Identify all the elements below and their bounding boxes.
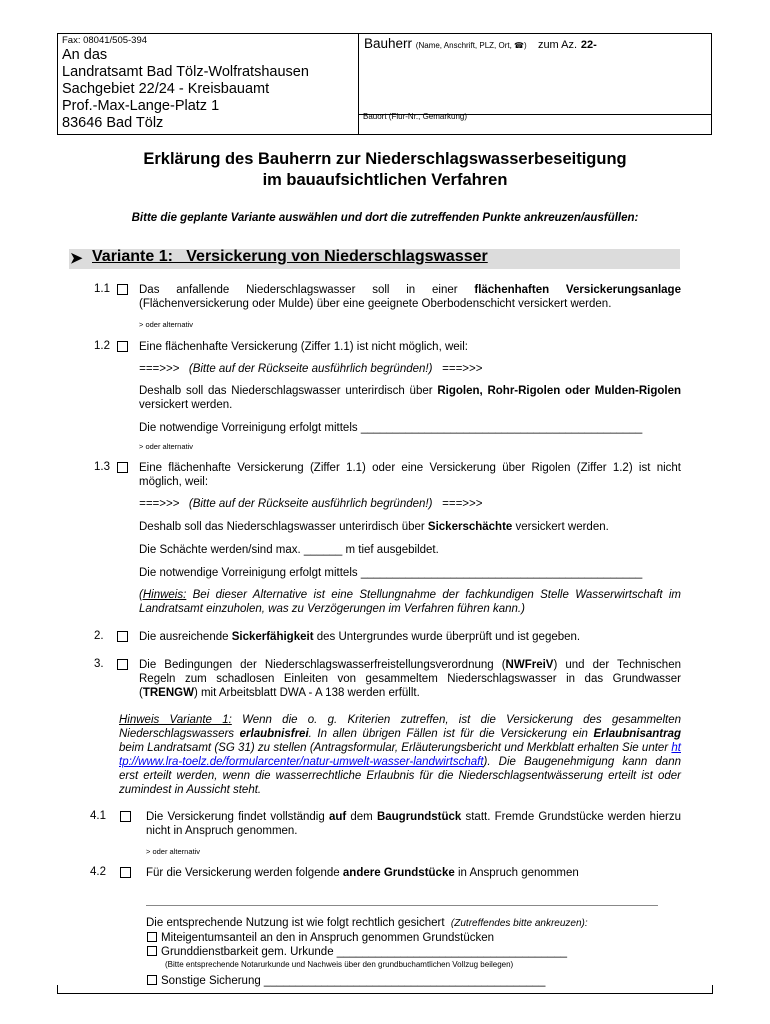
bottom-frame: [57, 993, 713, 994]
variant-heading: Variante 1: Versickerung von Niederschlagswasser: [92, 248, 488, 265]
bauherr-field[interactable]: [364, 36, 597, 51]
item-text-4-1: Die Versickerung findet vollständig auf dem Baugrundstück statt. Fremde Grundstücke werden hierzu nicht in Anspruch genommen.: [146, 811, 682, 837]
address-line-3: Sachgebiet 22/24 - Kreisbauamt: [62, 81, 270, 97]
vorreinigung-field-1-3[interactable]: Die notwendige Vorreinigung erfolgt mittels ____________________________________________: [139, 567, 643, 579]
item-text-1-1: Das anfallende Niederschlagswasser soll in einer flächenhaften Versickerungsanlage (Flächenversickerung oder Mulde) über eine geeignete Oberbodenschicht versickert werden.: [139, 284, 681, 310]
item-text-1-2-deshalb: Deshalb soll das Niederschlagswasser unterirdisch über Rigolen, Rohr-Rigolen oder Mulden-Rigolen versickert werden.: [139, 385, 681, 411]
oder-alternativ-2: > oder alternativ: [139, 442, 193, 451]
checkbox-1-3[interactable]: [117, 462, 128, 473]
oder-alternativ-1: > oder alternativ: [139, 320, 193, 329]
item-text-2: Die ausreichende Sickerfähigkeit des Untergrundes wurde überprüft und ist gegeben.: [139, 631, 581, 643]
address-line-4: Prof.-Max-Lange-Platz 1: [62, 98, 220, 114]
az-value: 22-: [580, 39, 597, 51]
option-grunddienstbarkeit[interactable]: Grunddienstbarkeit gem. Urkunde ____________________________________: [147, 945, 567, 959]
hinweis-1-3: (Hinweis: Bei dieser Alternative ist eine Stellungnahme der fachkundigen Stelle Wasserwirtschaft im Landratsamt einzuholen, was zu Verzögerungen im Verfahren führen kann.): [139, 589, 681, 615]
formular-link[interactable]: http://www.lra-toelz.de/formularcenter/natur-umwelt-wasser-landwirtschaft: [119, 742, 681, 768]
checkbox-grunddienstbarkeit[interactable]: [147, 946, 157, 956]
vorreinigung-field-1-2[interactable]: Die notwendige Vorreinigung erfolgt mittels ____________________________________________: [139, 422, 643, 434]
bauherr-label: Bauherr: [364, 36, 413, 51]
address-line-5: 83646 Bad Tölz: [62, 115, 164, 131]
az-label: zum Az.: [537, 39, 578, 51]
schaechte-depth-field[interactable]: Die Schächte werden/sind max. ______ m tief ausgebildet.: [139, 544, 439, 556]
grunddienstbarkeit-note: (Bitte entsprechende Notarurkunde und Nachweis über den grundbuchamtlichen Vollzug beilegen): [165, 960, 514, 969]
option-miteigentum[interactable]: Miteigentumsanteil an den in Anspruch genommen Grundstücken: [147, 931, 494, 945]
item-text-1-3: Eine flächenhafte Versickerung (Ziffer 1.1) oder eine Versickerung über Rigolen (Ziffer 1.2) ist nicht möglich, weil:: [139, 462, 681, 488]
checkbox-1-1[interactable]: [117, 284, 128, 295]
checkbox-4-1[interactable]: [120, 811, 131, 822]
nutzung-text: Die entsprechende Nutzung ist wie folgt rechtlich gesichert (Zutreffendes bitte ankreuzen):: [146, 917, 588, 929]
item-number-1-1: 1.1: [94, 283, 110, 295]
option-sonstige[interactable]: Sonstige Sicherung ____________________________________________: [147, 974, 545, 988]
item-text-4-2: Für die Versickerung werden folgende andere Grundstücke in Anspruch genommen: [146, 867, 579, 879]
checkbox-4-2[interactable]: [120, 867, 131, 878]
item-number-2: 2.: [94, 630, 104, 642]
checkbox-sonstige[interactable]: [147, 975, 157, 985]
page-title-line-2: im bauaufsichtlichen Verfahren: [262, 171, 508, 189]
item-number-1-2: 1.2: [94, 340, 110, 352]
other-parcels-line[interactable]: [146, 905, 658, 906]
item-number-4-1: 4.1: [90, 810, 106, 822]
bauort-label: Bauort (Flur-Nr., Gemarkung): [363, 112, 468, 121]
item-number-3: 3.: [94, 658, 104, 670]
reference-back-1-2: ===>>> (Bitte auf der Rückseite ausführlich begründen!) ===>>>: [139, 363, 483, 375]
item-text-1-2: Eine flächenhafte Versickerung (Ziffer 1.1) ist nicht möglich, weil:: [139, 341, 468, 353]
arrow-bullet-icon: ➤: [70, 250, 83, 267]
checkbox-2[interactable]: [117, 631, 128, 642]
page-title-line-1: Erklärung des Bauherrn zur Niederschlagswasserbeseitigung: [143, 150, 627, 168]
item-text-1-3-deshalb: Deshalb soll das Niederschlagswasser unterirdisch über Sickerschächte versickert werden.: [139, 521, 609, 533]
address-line-1: An das: [62, 47, 108, 63]
reference-back-1-3: ===>>> (Bitte auf der Rückseite ausführlich begründen!) ===>>>: [139, 498, 483, 510]
checkbox-miteigentum[interactable]: [147, 932, 157, 942]
bauherr-hint: (Name, Anschrift, PLZ, Ort, ☎): [415, 41, 527, 50]
checkbox-1-2[interactable]: [117, 341, 128, 352]
oder-alternativ-3: > oder alternativ: [146, 847, 200, 856]
item-number-1-3: 1.3: [94, 461, 110, 473]
instruction-text: Bitte die geplante Variante auswählen und dort die zutreffenden Punkte ankreuzen/ausfüllen:: [131, 212, 639, 224]
item-text-3: Die Bedingungen der Niederschlagswasserfreistellungsverordnung (NWFreiV) und der Technischen Regeln zum schadlosen Einleiten von gesammeltem Niederschlagswasser in das Grundwasser (TRENGW) mit Arbeitsblatt DWA - A 138 werden erfüllt.: [139, 659, 681, 699]
hinweis-variante-1: Hinweis Variante 1: Wenn die o. g. Kriterien zutreffen, ist die Versickerung des gesammelten Niederschlagswassers erlaubnisfrei. In allen übrigen Fällen ist für die Versickerung ein Erlaubnisantrag beim Landratsamt (SG 31) zu stellen (Antragsformular, Erläuterungsbericht und Merkblatt erhalten Sie unter http://www.lra-toelz.de/formularcenter/natur-umwelt-wasser-landwirtschaft). Die Baugenehmigung kann dann erst erteilt werden, wenn die wasserrechtliche Erlaubnis für die Niederschlagsentwässerung erteilt ist oder zumindest in Aussicht steht.: [119, 714, 681, 796]
checkbox-3[interactable]: [117, 659, 128, 670]
item-number-4-2: 4.2: [90, 866, 106, 878]
address-line-2: Landratsamt Bad Tölz-Wolfratshausen: [62, 64, 309, 80]
fax-number: Fax: 08041/505-394: [62, 35, 148, 46]
